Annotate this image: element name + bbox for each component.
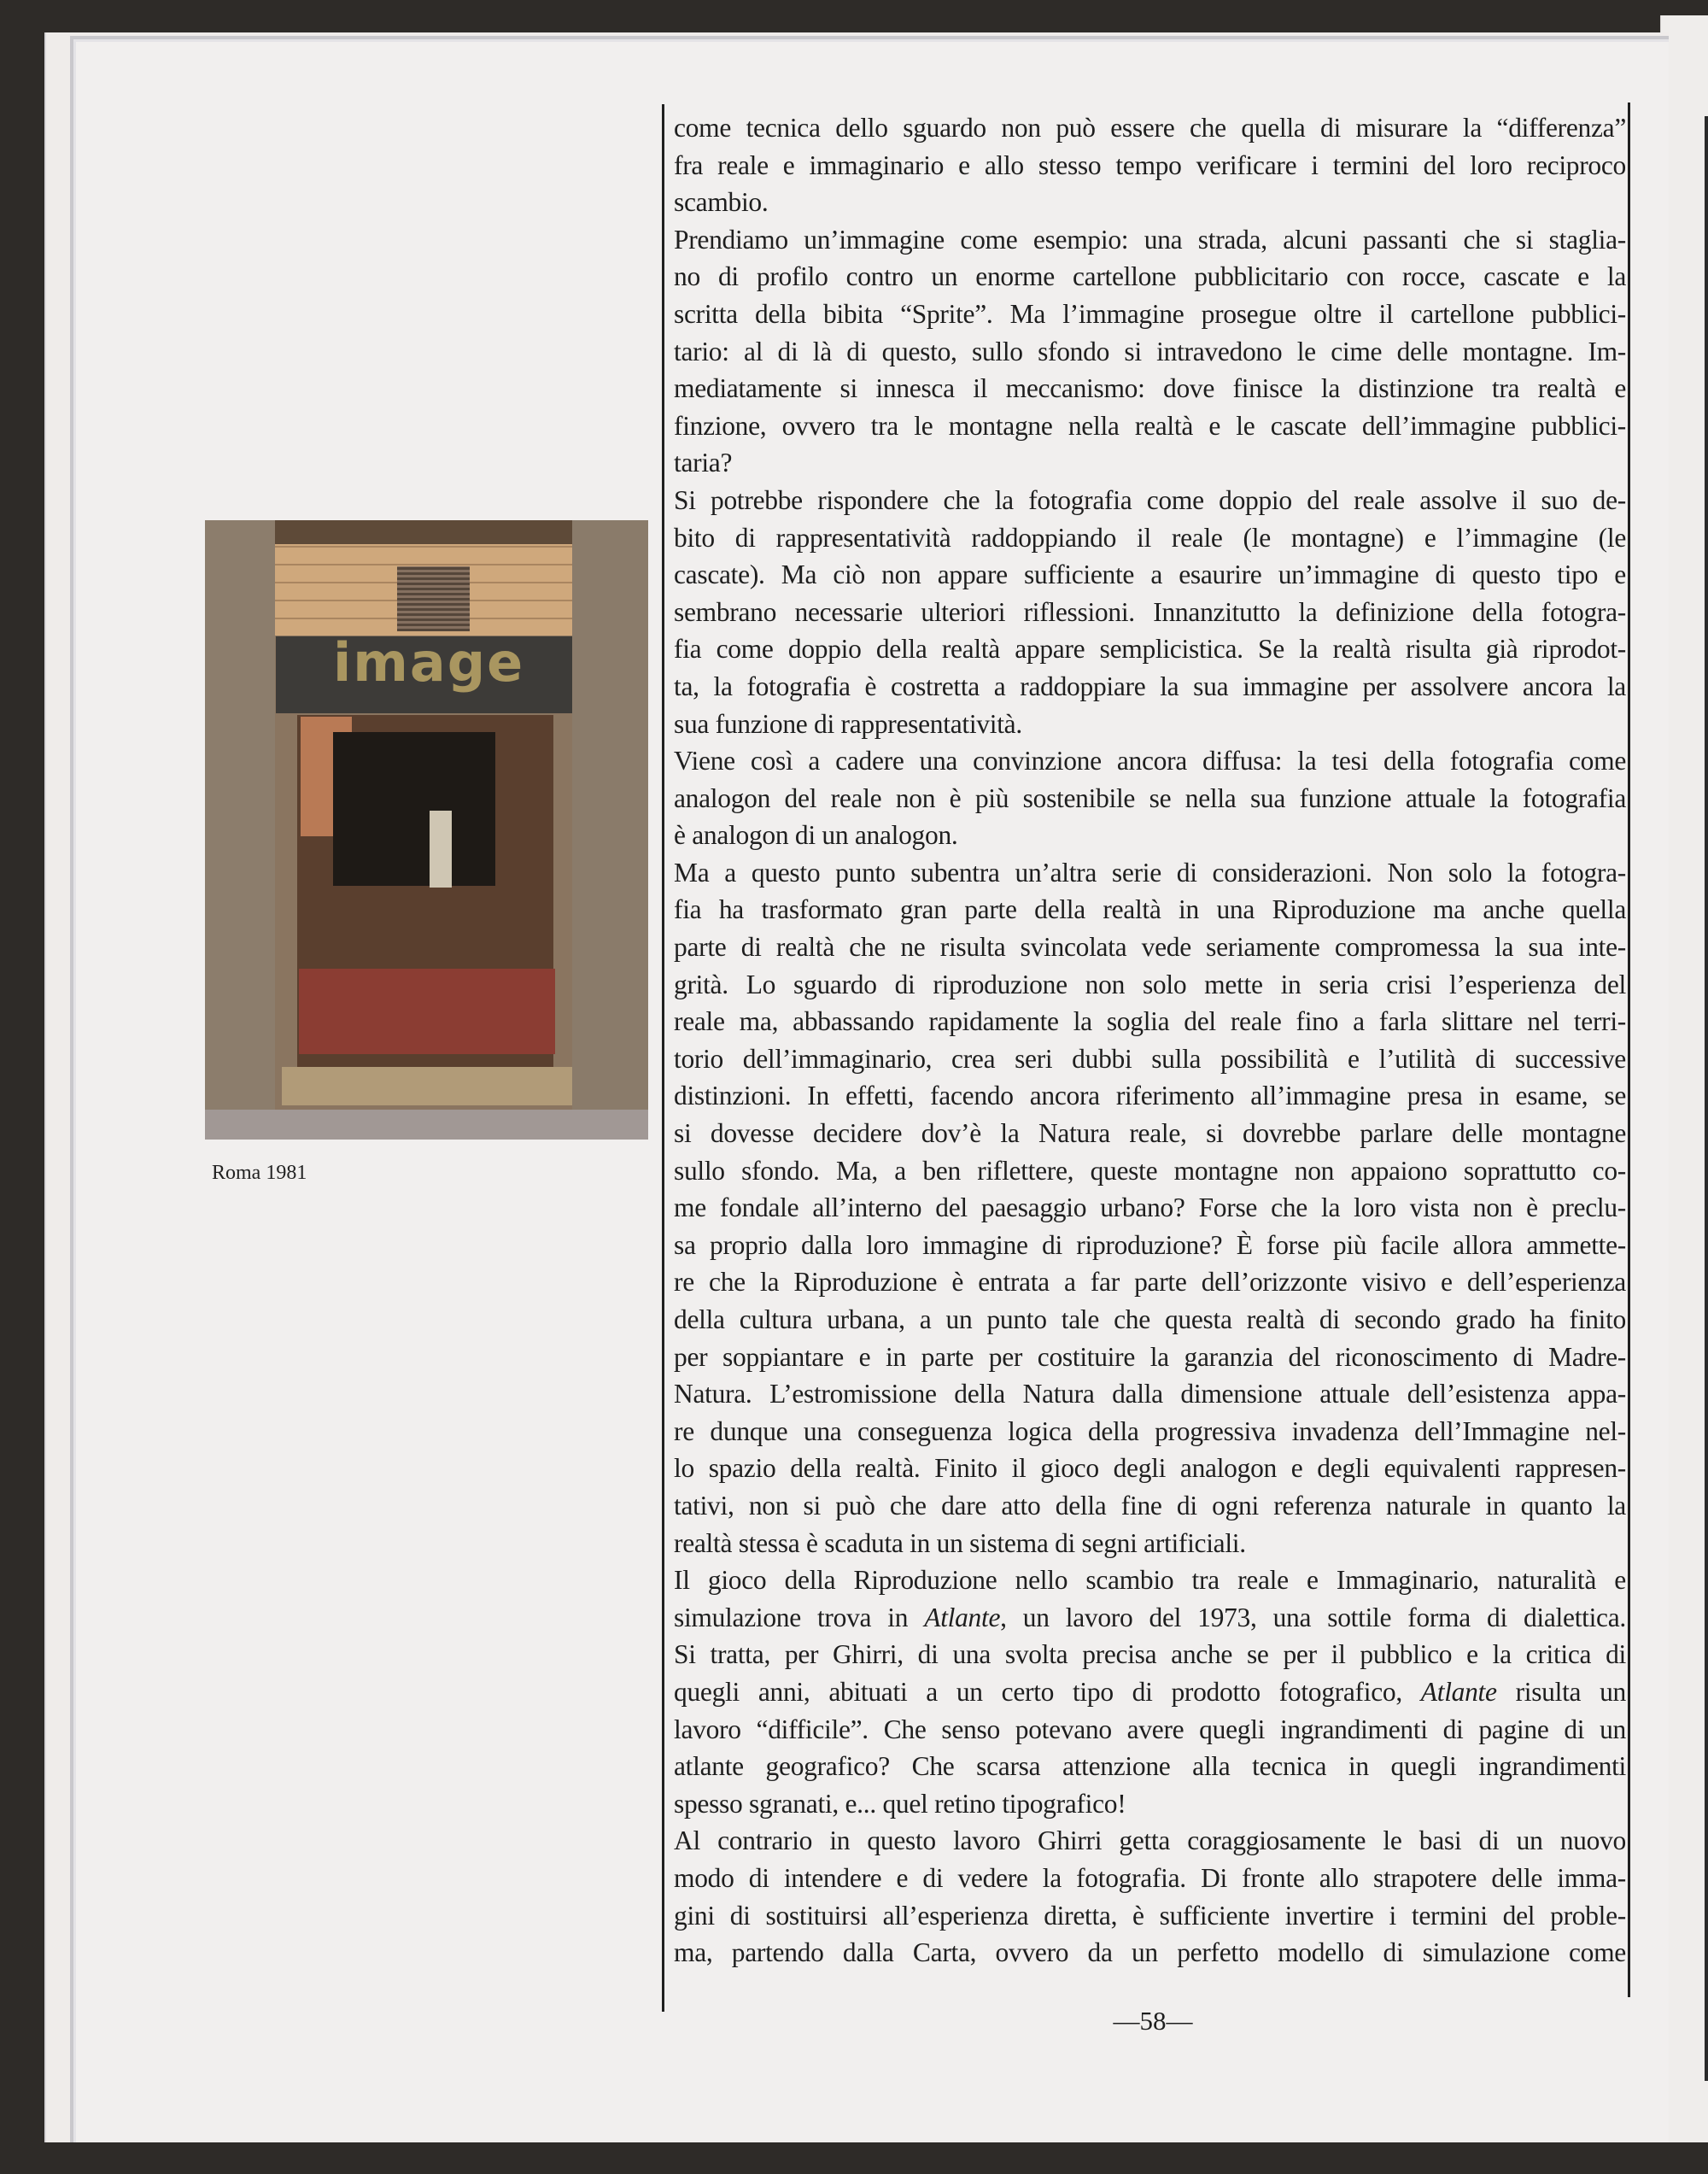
text-line: modo di intendere e di vedere la fotografia. Di fronte allo strapotere delle imma- [674, 1862, 1626, 1893]
photo-window-red-carpet [299, 969, 555, 1054]
text-line: mediatamente si innesca il meccanismo: dove finisce la distinzione tra realtà e [674, 373, 1626, 404]
text-line: della cultura urbana, a un punto tale che questa realtà di secondo grado ha finito [674, 1304, 1626, 1334]
text-line: fra reale e immaginario e allo stesso tempo verificare i termini del loro reciproco [674, 149, 1626, 180]
text-line: sa proprio dalla loro immagine di riproduzione? È forse più facile allora ammette- [674, 1229, 1626, 1260]
text-line: sullo sfondo. Ma, a ben riflettere, queste montagne non appaiono soprattutto co- [674, 1155, 1626, 1186]
text-line: cascate). Ma ciò non appare sufficiente a esaurire un’immagine di questo tipo e [674, 560, 1626, 590]
text-line: lo spazio della realtà. Finito il gioco degli analogon e degli equivalenti rappresen- [674, 1453, 1626, 1484]
text-line: sembrano necessarie ulteriori riflessioni. Innanzitutto la definizione della fotogra- [674, 596, 1626, 627]
text-line: torio dell’immaginario, crea seri dubbi sulla possibilità e l’utilità di successive [674, 1043, 1626, 1074]
text-line: gini di sostituirsi all’esperienza diretta, è sufficiente invertire i termini del proble- [674, 1900, 1626, 1931]
photo-shutter-center [397, 566, 470, 631]
text-line: analogon del reale non è più sostenibile se nella sua funzione attuale la fotografia [674, 782, 1626, 813]
photo-caption: Roma 1981 [212, 1162, 307, 1184]
text-line: ta, la fotografia è costretta a raddoppiare la sua immagine per assolvere ancora la [674, 671, 1626, 701]
photo-photographer-reflection [430, 811, 452, 888]
text-line: fia ha trasformato gran parte della realtà in una Riproduzione ma anche quella [674, 894, 1626, 925]
text-line: ma, partendo dalla Carta, ovvero da un perfetto modello di simulazione come [674, 1937, 1626, 1968]
text-line: realtà stessa è scaduta in un sistema di segni artificiali. [674, 1527, 1246, 1558]
text-line: atlante geografico? Che scarsa attenzione alla tecnica in quegli ingrandimenti [674, 1751, 1626, 1782]
text-line: sua funzione di rappresentatività. [674, 708, 1022, 739]
work-title: Atlante [1420, 1676, 1497, 1707]
text-line: Il gioco della Riproduzione nello scambio tra reale e Immaginario, naturalità e [674, 1565, 1626, 1596]
photo-pillar-left [205, 520, 275, 1140]
photo-pillar-right [572, 520, 648, 1140]
text-line: taria? [674, 448, 733, 478]
text-line: Natura. L’estromissione della Natura dalla dimensione attuale dell’esistenza appa- [674, 1379, 1626, 1409]
text-line: Viene così a cadere una convinzione ancora diffusa: la tesi della fotografia come [674, 746, 1626, 776]
photo-sign-text: image [333, 631, 525, 694]
text-line: scambio. [674, 187, 769, 218]
column-rule-left [662, 104, 664, 2012]
text-line: parte di realtà che ne risulta svincolata vede seriamente compromessa la sua inte- [674, 932, 1626, 963]
text-line: si dovesse decidere dov’è la Natura reale, si dovrebbe parlare delle montagne [674, 1118, 1626, 1149]
text-line: Si tratta, per Ghirri, di una svolta precisa anche se per il pubblico e la critica di [674, 1639, 1626, 1670]
text-line: Si potrebbe rispondere che la fotografia come doppio del reale assolve il suo de- [674, 484, 1626, 515]
text-line: è analogon di un analogon. [674, 820, 958, 851]
text-line: reale ma, abbassando rapidamente la soglia del reale fino a farla slittare nel terri- [674, 1006, 1626, 1037]
text-line: re che la Riproduzione è entrata a far parte dell’orizzonte visivo e dell’esperienza [674, 1267, 1626, 1298]
text-line: per soppiantare e in parte per costituire la garanzia del riconoscimento di Madre- [674, 1341, 1626, 1372]
text-line: bito di rappresentatività raddoppiando il reale (le montagne) e l’immagine (le [674, 522, 1626, 553]
text-line: Ma a questo punto subentra un’altra serie di considerazioni. Non solo la fotogra- [674, 857, 1626, 888]
text-line: simulazione trova in Atlante, un lavoro del 1973, una sottile forma di dialettica. [674, 1602, 1626, 1632]
text-line: fia come doppio della realtà appare semplicistica. Se la realtà risulta già riprodot- [674, 634, 1626, 665]
text-line: no di profilo contro un enorme cartellone pubblicitario con rocce, cascate e la [674, 261, 1626, 292]
photo-sidewalk [205, 1110, 648, 1140]
text-line: grità. Lo sguardo di riproduzione non solo mette in seria crisi l’esperienza del [674, 969, 1626, 999]
photo-threshold [282, 1067, 572, 1105]
text-line: tativi, non si può che dare atto della fine di ogni referenza naturale in quanto la [674, 1490, 1626, 1521]
column-rule-right [1628, 103, 1630, 1997]
text-line: lavoro “difficile”. Che senso potevano avere quegli ingrandimenti di pagine di un [674, 1714, 1626, 1744]
facing-page-rule [1705, 116, 1708, 2081]
photo-window-interior [333, 732, 495, 886]
text-line: come tecnica dello sguardo non può essere che quella di misurare la “differenza” [674, 113, 1626, 143]
text-line: Prendiamo un’immagine come esempio: una strada, alcuni passanti che si staglia- [674, 224, 1626, 255]
text-line: quegli anni, abituati a un certo tipo di prodotto fotografico, Atlante risulta un [674, 1676, 1626, 1707]
work-title: Atlante [924, 1602, 1001, 1632]
text-line: Al contrario in questo lavoro Ghirri getta coraggiosamente le basi di un nuovo [674, 1825, 1626, 1856]
page-number: —58— [1113, 2006, 1193, 2036]
text-line: scritta della bibita “Sprite”. Ma l’immagine prosegue oltre il cartellone pubblici- [674, 298, 1626, 329]
storefront-photo [205, 520, 648, 1140]
body-text-column [674, 109, 1626, 1972]
text-line: distinzioni. In effetti, facendo ancora riferimento all’immagine presa in esame, se [674, 1081, 1626, 1111]
text-line: spesso sgranati, e... quel retino tipografico! [674, 1788, 1126, 1819]
text-line: re dunque una conseguenza logica della progressiva invadenza dell’Immagine nel- [674, 1415, 1626, 1446]
text-line: finzione, ovvero tra le montagne nella realtà e le cascate dell’immagine pubblici- [674, 410, 1626, 441]
text-line: tario: al di là di questo, sullo sfondo si intravedono le cime delle montagne. Im- [674, 336, 1626, 366]
text-line: me fondale all’interno del paesaggio urbano? Forse che la loro vista non è preclu- [674, 1192, 1626, 1223]
